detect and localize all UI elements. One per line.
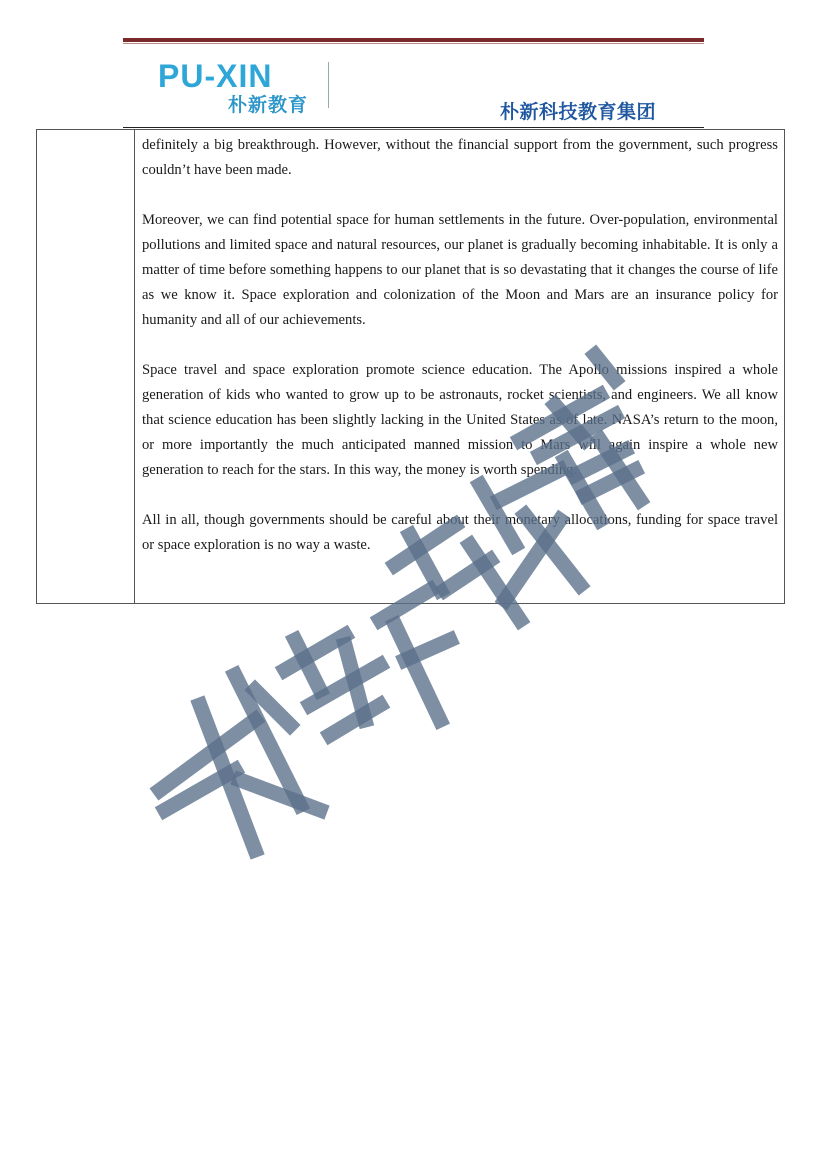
logo-divider bbox=[328, 62, 329, 108]
logo-english-text: PU-XIN bbox=[158, 58, 273, 94]
puxin-logo bbox=[158, 58, 318, 116]
header-rule bbox=[123, 38, 704, 42]
logo-chinese-text: 朴新教育 bbox=[228, 94, 309, 116]
essay-paragraph-1: definitely a big breakthrough. However, without the financial support from the government, such progress couldn’t have been made. bbox=[142, 137, 778, 178]
table-left-cell bbox=[37, 130, 135, 603]
company-name: 朴新科技教育集团 bbox=[500, 101, 657, 123]
header-bottom-rule bbox=[123, 127, 704, 128]
essay-table bbox=[36, 129, 785, 604]
essay-paragraph-3: Space travel and space exploration promote science education. The Apollo missions inspired a whole generation of kids who wanted to grow up to be astronauts, rocket scientists, and engineers. We all know that science education has been slightly lacking in the United States as of late. NASA’s return to the moon, or more importantly the much anticipated manned mission to Mars will again inspire a whole new generation to reach for the stars. In this way, the money is worth spending. bbox=[142, 362, 778, 478]
essay-paragraph-2: Moreover, we can find potential space for human settlements in the future. Over-population, environmental pollutions and limited space and natural resources, our planet is gradually becoming inhabitable. It is only a matter of time before something happens to our planet that is so devastating that it changes the course of life as we know it. Space exploration and colonization of the Moon and Mars are an insurance policy for humanity and all of our achievements. bbox=[142, 212, 778, 328]
essay-paragraph-4: All in all, though governments should be careful about their monetary allocations, funding for space travel or space exploration is no way a waste. bbox=[142, 512, 778, 553]
table-text-cell bbox=[142, 133, 778, 583]
